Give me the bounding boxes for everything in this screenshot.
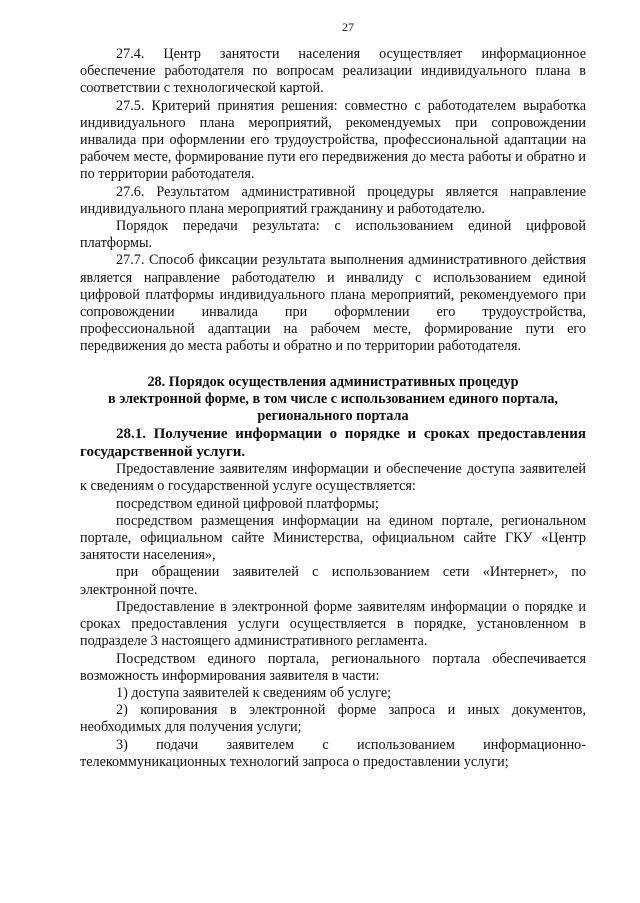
paragraph-electronic-provision: Предоставление в электронной форме заявителям информации о порядке и сроках предоставления услуги осуществляется в порядке, установленном в подразделе 3 настоящего административного регламента. [80, 598, 586, 650]
paragraph-27-6: 27.6. Результатом административной процедуры является направление индивидуального плана мероприятий гражданину и работодателю. [80, 183, 586, 217]
section-27-body [80, 46, 586, 356]
section-heading-line-1: 28. Порядок осуществления административных процедур [147, 373, 519, 390]
capabilities-list [80, 685, 586, 771]
page-number: 27 [342, 20, 354, 34]
section-heading-line-2: в электронной форме, в том числе с использованием единого портала, [108, 390, 558, 407]
paragraph-transfer-order: Порядок передачи результата: с использованием единой цифровой платформы. [80, 218, 586, 252]
section-28-body [80, 461, 586, 685]
paragraph-27-5: 27.5. Критерий принятия решения: совместно с работодателем выработка индивидуального плана мероприятий, рекомендуемых при сопровождении инвалида при оформлении его трудоустройства, профессиональной адаптации на рабочем месте, формирование пути его передвижения до места работы и обратно и по территории работодателя. [80, 97, 586, 183]
document-page [80, 18, 586, 771]
list-item: 1) доступа заявителей к сведениям об услуге; [116, 684, 392, 701]
paragraph-info-access: Предоставление заявителям информации и обеспечение доступа заявителей к сведениям о государственной услуге осуществляется: [80, 461, 586, 495]
paragraph-portal-capabilities: Посредством единого портала, регионального портала обеспечивается возможность информирования заявителя в части: [80, 650, 586, 684]
subsection-28-1-heading: 28.1. Получение информации о порядке и сроках предоставления государственной услуги. [80, 426, 586, 461]
list-item: 3) подачи заявителем с использованием информационно-телекоммуникационных технологий запроса о предоставлении услуги; [80, 736, 586, 770]
section-28-heading [80, 374, 586, 426]
paragraph-portal-placement: посредством размещения информации на едином портале, региональном портале, официальном сайте Министерства, официальном сайте ГКУ «Центр занятости населения», [80, 512, 586, 564]
paragraph-27-4: 27.4. Центр занятости населения осуществляет информационное обеспечение работодателя по вопросам реализации индивидуального плана в соответствии с технологической картой. [80, 46, 586, 97]
section-heading-line-3: регионального портала [257, 408, 409, 425]
list-item: 2) копирования в электронной форме запроса и иных документов, необходимых для получения услуги; [80, 702, 586, 736]
paragraph-digital-platform: посредством единой цифровой платформы; [116, 495, 379, 512]
paragraph-internet-request: при обращении заявителей с использованием сети «Интернет», по электронной почте. [80, 564, 586, 598]
paragraph-27-7: 27.7. Способ фиксации результата выполнения административного действия является направление работодателю и инвалиду с использованием единой цифровой платформы индивидуального плана мероприятий, рекомендуемого при сопровождении инвалида при оформлении его трудоустройства, профессиональной адаптации на рабочем месте, формирование пути его передвижения до места работы и обратно и по территории работодателя. [80, 252, 586, 355]
